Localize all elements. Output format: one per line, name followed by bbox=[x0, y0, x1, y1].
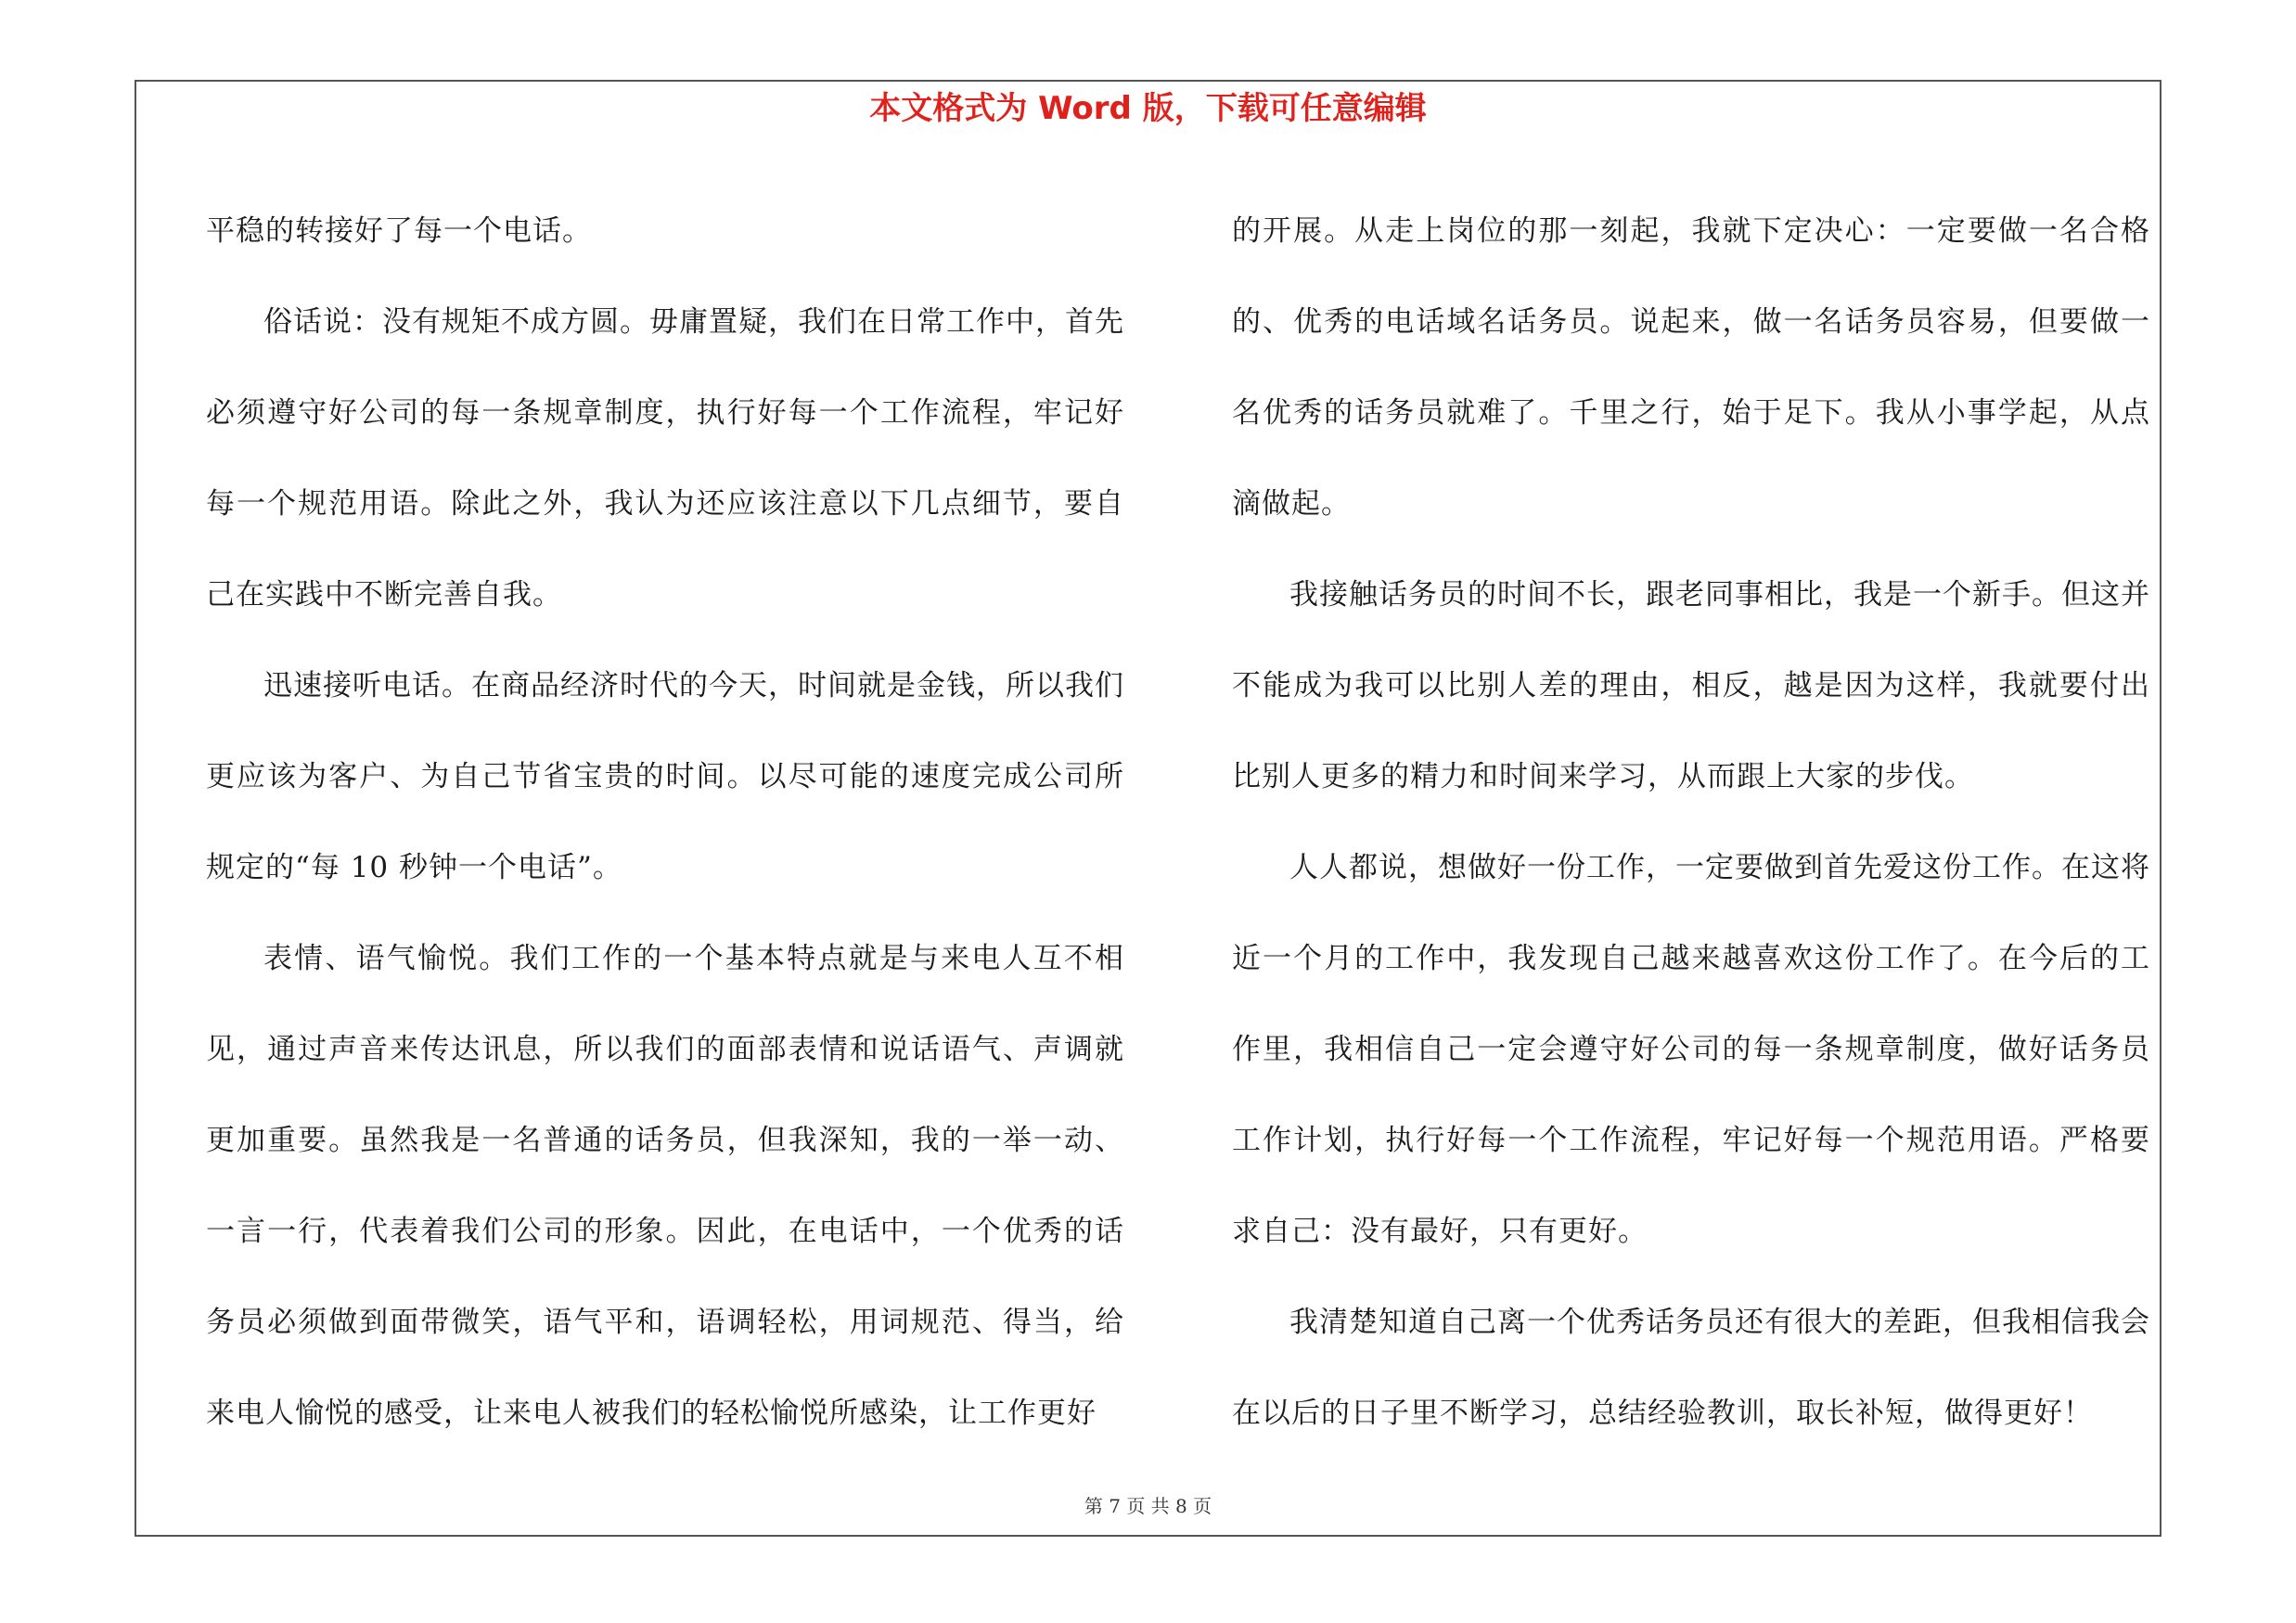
word-format-banner: 本文格式为 Word 版，下载可任意编辑 bbox=[869, 90, 1427, 127]
right-paragraph-3: 人人都说，想做好一份工作，一定要做到首先爱这份工作。在这将近一个月的工作中，我发现自己越来越喜欢这份工作了。在今后的工作里，我相信自己一定会遵守好公司的每一条规章制度，做好话务员工作计划，执行好每一个工作流程，牢记好每一个规范用语。严格要求自己：没有最好，只有更好。 bbox=[1232, 851, 2150, 1248]
right-paragraph-4: 我清楚知道自己离一个优秀话务员还有很大的差距，但我相信我会在以后的日子里不断学习，总结经验教训，取长补短，做得更好！ bbox=[1232, 1306, 2150, 1430]
page-number-footer: 第 7 页 共 8 页 bbox=[1084, 1495, 1212, 1517]
left-paragraph-2: 俗话说：没有规矩不成方圆。毋庸置疑，我们在日常工作中，首先必须遵守好公司的每一条规章制度，执行好每一个工作流程，牢记好每一个规范用语。除此之外，我认为还应该注意以下几点细节，要自己在实践中不断完善自我。 bbox=[206, 305, 1124, 612]
left-paragraph-3: 迅速接听电话。在商品经济时代的今天，时间就是金钱，所以我们更应该为客户、为自己节省宝贵的时间。以尽可能的速度完成公司所规定的“每 10 秒钟一个电话”。 bbox=[206, 669, 1124, 884]
left-column bbox=[206, 186, 1124, 1459]
right-paragraph-2: 我接触话务员的时间不长，跟老同事相比，我是一个新手。但这并不能成为我可以比别人差的理由，相反，越是因为这样，我就要付出比别人更多的精力和时间来学习，从而跟上大家的步伐。 bbox=[1232, 578, 2150, 793]
left-paragraph-4: 表情、语气愉悦。我们工作的一个基本特点就是与来电人互不相见，通过声音来传达讯息，所以我们的面部表情和说话语气、声调就更加重要。虽然我是一名普通的话务员，但我深知，我的一举一动、一言一行，代表着我们公司的形象。因此，在电话中，一个优秀的话务员必须做到面带微笑，语气平和，语调轻松，用词规范、得当，给来电人愉悦的感受，让来电人被我们的轻松愉悦所感染，让工作更好 bbox=[206, 942, 1124, 1430]
left-paragraph-1: 平稳的转接好了每一个电话。 bbox=[206, 214, 592, 248]
right-column bbox=[1232, 186, 2150, 1459]
right-paragraph-1: 的开展。从走上岗位的那一刻起，我就下定决心：一定要做一名合格的、优秀的电话域名话务员。说起来，做一名话务员容易，但要做一名优秀的话务员就难了。千里之行，始于足下。我从小事学起，从点滴做起。 bbox=[1232, 214, 2150, 521]
